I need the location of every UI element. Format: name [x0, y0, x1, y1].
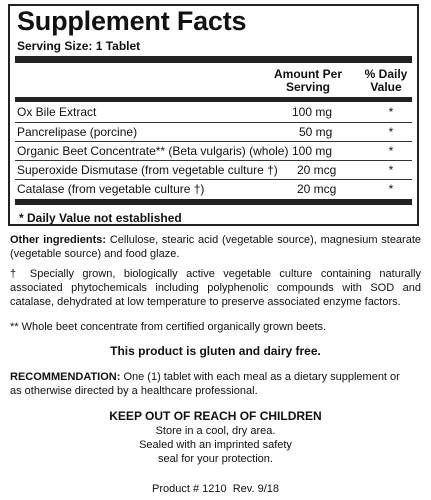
gluten-dairy-free-note: This product is gluten and dairy free. — [110, 344, 321, 358]
daily-value-footnote: * Daily Value not established — [19, 211, 182, 225]
culture-note: † Specially grown, biologically active vegetable culture containing naturally associated phytochemicals including polyphenolic compounds with SOD and catalase, dehydrated at low temperature to preserve associated enzyme factors. — [10, 268, 421, 308]
table-row: Catalase (from vegetable culture †) 20 mcg * — [15, 179, 412, 198]
recommendation: RECOMMENDATION: One (1) tablet with each meal as a dietary supplement or as otherwise directed by a healthcare professional. — [10, 371, 400, 397]
footer-divider — [15, 199, 412, 205]
storage-line: Store in a cool, dry area. — [155, 425, 276, 437]
header-divider — [15, 97, 412, 102]
thick-divider — [15, 56, 412, 63]
table-row: Ox Bile Extract 100 mg * — [17, 105, 394, 119]
product-info: Product # 1210 Rev. 9/18 — [152, 483, 279, 495]
other-ingredients: Other ingredients: Cellulose, stearic acid (vegetable source), magnesium stearate (vegetable source) and food glaze. — [10, 234, 422, 260]
seal-line-1: Sealed with an imprinted safety — [139, 439, 292, 451]
daily-value-header: % Daily Value — [364, 67, 408, 94]
serving-size: Serving Size: 1 Tablet — [17, 39, 141, 53]
warning-heading: KEEP OUT OF REACH OF CHILDREN — [109, 409, 322, 423]
table-row: Organic Beet Concentrate** (Beta vulgaris) (whole) 100 mg * — [15, 141, 412, 160]
supplement-facts-panel — [8, 4, 419, 226]
beet-note: ** Whole beet concentrate from certified organically grown beets. — [10, 321, 327, 333]
facts-title: Supplement Facts — [17, 6, 247, 36]
table-row: Superoxide Dismutase (from vegetable culture †) 20 mcg * — [15, 160, 412, 179]
seal-line-2: seal for your protection. — [158, 453, 273, 465]
amount-per-serving-header: Amount Per Serving — [273, 67, 342, 94]
table-row: Pancrelipase (porcine) 50 mg * — [15, 122, 412, 141]
